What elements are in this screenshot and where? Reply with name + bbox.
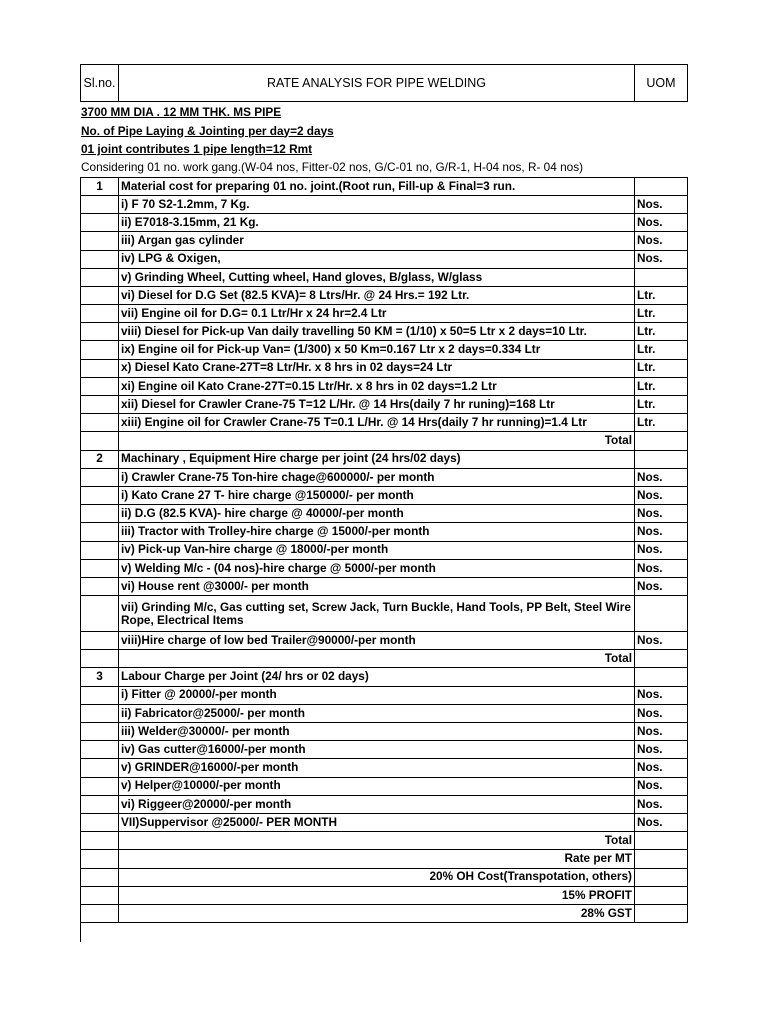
sheet-header xyxy=(80,64,688,102)
table-row xyxy=(81,832,688,850)
table-row xyxy=(81,632,688,650)
table-row xyxy=(81,341,688,359)
item-uom: Nos. xyxy=(635,632,688,650)
table-row xyxy=(81,795,688,813)
item-description: i) F 70 S2-1.2mm, 7 Kg. xyxy=(119,195,635,213)
slno-cell xyxy=(81,432,119,450)
table-row xyxy=(81,777,688,795)
table-row xyxy=(81,486,688,504)
item-uom: Ltr. xyxy=(635,286,688,304)
item-description: VII)Suppervisor @25000/- PER MONTH xyxy=(119,813,635,831)
item-uom: Nos. xyxy=(635,559,688,577)
uom-cell xyxy=(635,450,688,468)
slno-cell xyxy=(81,232,119,250)
slno-cell xyxy=(81,214,119,232)
slno-cell xyxy=(81,341,119,359)
slno-cell xyxy=(81,323,119,341)
item-uom: Ltr. xyxy=(635,377,688,395)
item-description: vii) Grinding M/c, Gas cutting set, Screw Jack, Turn Buckle, Hand Tools, PP Belt, Steel Wire Rope, Electrical Items xyxy=(119,596,635,632)
item-description: xii) Diesel for Crawler Crane-75 T=12 L/Hr. @ 14 Hrs(daily 7 hr runing)=168 Ltr xyxy=(119,396,635,414)
item-description: iii) Welder@30000/- per month xyxy=(119,723,635,741)
item-description: viii) Diesel for Pick-up Van daily travelling 50 KM = (1/10) x 50=5 Ltr x 2 days=10 Ltr. xyxy=(119,323,635,341)
table-row xyxy=(81,723,688,741)
slno-cell xyxy=(81,723,119,741)
slno-cell xyxy=(81,414,119,432)
table-row xyxy=(81,704,688,722)
total-label: Total xyxy=(119,432,635,450)
slno-cell xyxy=(81,396,119,414)
item-uom: Nos. xyxy=(635,795,688,813)
item-description: iii) Tractor with Trolley-hire charge @ 15000/-per month xyxy=(119,523,635,541)
table-row xyxy=(81,450,688,468)
header-uom: UOM xyxy=(646,75,676,90)
item-description: vi) House rent @3000/- per month xyxy=(119,577,635,595)
slno-cell xyxy=(81,468,119,486)
table-row xyxy=(81,268,688,286)
table-row xyxy=(81,904,688,922)
table-row xyxy=(81,759,688,777)
uom-cell xyxy=(635,177,688,195)
slno-cell xyxy=(81,523,119,541)
item-description: x) Diesel Kato Crane-27T=8 Ltr/Hr. x 8 hrs in 02 days=24 Ltr xyxy=(119,359,635,377)
slno-cell xyxy=(81,813,119,831)
item-description: v) Helper@10000/-per month xyxy=(119,777,635,795)
uom-cell xyxy=(635,886,688,904)
slno-cell xyxy=(81,268,119,286)
item-uom: Nos. xyxy=(635,759,688,777)
table-row xyxy=(81,468,688,486)
table-row xyxy=(81,232,688,250)
slno-cell xyxy=(81,850,119,868)
item-uom: Nos. xyxy=(635,232,688,250)
item-uom: Ltr. xyxy=(635,305,688,323)
item-uom: Ltr. xyxy=(635,359,688,377)
item-uom: Nos. xyxy=(635,777,688,795)
table-row xyxy=(81,559,688,577)
table-row xyxy=(81,396,688,414)
slno-cell xyxy=(81,832,119,850)
table-row xyxy=(81,523,688,541)
slno-cell xyxy=(81,250,119,268)
item-uom: Ltr. xyxy=(635,341,688,359)
table-row xyxy=(81,195,688,213)
table-row xyxy=(81,741,688,759)
item-uom: Nos. xyxy=(635,813,688,831)
table-row xyxy=(81,668,688,686)
item-uom: Nos. xyxy=(635,523,688,541)
item-uom: Nos. xyxy=(635,214,688,232)
intro-laying: No. of Pipe Laying & Jointing per day=2 days xyxy=(81,123,334,138)
slno-cell xyxy=(81,795,119,813)
uom-cell xyxy=(635,650,688,668)
table-row xyxy=(81,650,688,668)
intro-joint: 01 joint contributes 1 pipe length=12 Rmt xyxy=(81,141,313,156)
slno-cell xyxy=(81,505,119,523)
slno-cell xyxy=(81,886,119,904)
item-uom: Nos. xyxy=(635,704,688,722)
item-description: v) Grinding Wheel, Cutting wheel, Hand gloves, B/glass, W/glass xyxy=(119,268,635,286)
item-uom: Nos. xyxy=(635,505,688,523)
slno-cell xyxy=(81,741,119,759)
table-row xyxy=(81,505,688,523)
uom-cell xyxy=(635,850,688,868)
uom-cell xyxy=(635,432,688,450)
table-row xyxy=(81,432,688,450)
item-description: xi) Engine oil Kato Crane-27T=0.15 Ltr/Hr. x 8 hrs in 02 days=1.2 Ltr xyxy=(119,377,635,395)
total-label: Total xyxy=(119,832,635,850)
item-description: iv) Gas cutter@16000/-per month xyxy=(119,741,635,759)
table-row xyxy=(81,813,688,831)
item-description: iii) Argan gas cylinder xyxy=(119,232,635,250)
item-description: i) Kato Crane 27 T- hire charge @150000/- per month xyxy=(119,486,635,504)
item-uom: Nos. xyxy=(635,723,688,741)
uom-cell xyxy=(635,904,688,922)
item-uom xyxy=(635,596,688,632)
summary-label: Rate per MT xyxy=(119,850,635,868)
item-uom: Ltr. xyxy=(635,323,688,341)
slno-cell xyxy=(81,777,119,795)
item-uom: Nos. xyxy=(635,468,688,486)
slno-cell xyxy=(81,541,119,559)
rate-analysis-sheet xyxy=(80,64,688,923)
item-description: xiii) Engine oil for Crawler Crane-75 T=0.1 L/Hr. @ 14 Hrs(daily 7 hr running)=1.4 Ltr xyxy=(119,414,635,432)
uom-cell xyxy=(635,668,688,686)
slno-cell xyxy=(81,904,119,922)
section-number: 3 xyxy=(81,668,119,686)
item-description: ii) D.G (82.5 KVA)- hire charge @ 40000/-per month xyxy=(119,505,635,523)
slno-cell xyxy=(81,286,119,304)
item-description: vi) Diesel for D.G Set (82.5 KVA)= 8 Ltrs/Hr. @ 24 Hrs.= 192 Ltr. xyxy=(119,286,635,304)
section-title: Machinary , Equipment Hire charge per joint (24 hrs/02 days) xyxy=(119,450,635,468)
total-label: Total xyxy=(119,650,635,668)
section-title: Labour Charge per Joint (24/ hrs or 02 days) xyxy=(119,668,635,686)
item-description: iv) Pick-up Van-hire charge @ 18000/-per month xyxy=(119,541,635,559)
item-description: iv) LPG & Oxigen, xyxy=(119,250,635,268)
slno-cell xyxy=(81,195,119,213)
item-description: ix) Engine oil for Pick-up Van= (1/300) x 50 Km=0.167 Ltr x 2 days=0.334 Ltr xyxy=(119,341,635,359)
slno-cell xyxy=(81,650,119,668)
intro-gang: Considering 01 no. work gang.(W-04 nos, Fitter-02 nos, G/C-01 no, G/R-1, H-04 nos, R- 04 nos) xyxy=(81,159,584,174)
table-row xyxy=(81,596,688,632)
item-uom: Ltr. xyxy=(635,396,688,414)
slno-cell xyxy=(81,359,119,377)
table-row xyxy=(81,377,688,395)
table-row xyxy=(81,323,688,341)
sheet-left-border-tail xyxy=(80,922,81,942)
item-uom xyxy=(635,268,688,286)
section-number: 1 xyxy=(81,177,119,195)
table-row xyxy=(81,686,688,704)
slno-cell xyxy=(81,686,119,704)
item-uom: Nos. xyxy=(635,486,688,504)
item-description: i) Fitter @ 20000/-per month xyxy=(119,686,635,704)
summary-label: 28% GST xyxy=(119,904,635,922)
item-description: viii)Hire charge of low bed Trailer@90000/-per month xyxy=(119,632,635,650)
slno-cell xyxy=(81,704,119,722)
slno-cell xyxy=(81,559,119,577)
table-row xyxy=(81,359,688,377)
intro-pipe: 3700 MM DIA . 12 MM THK. MS PIPE xyxy=(81,105,282,120)
item-uom: Nos. xyxy=(635,195,688,213)
slno-cell xyxy=(81,577,119,595)
uom-cell xyxy=(635,832,688,850)
item-description: ii) Fabricator@25000/- per month xyxy=(119,704,635,722)
section-number: 2 xyxy=(81,450,119,468)
table-row xyxy=(81,850,688,868)
slno-cell xyxy=(81,305,119,323)
table-row xyxy=(81,250,688,268)
header-title: RATE ANALYSIS FOR PIPE WELDING xyxy=(119,65,635,101)
item-description: ii) E7018-3.15mm, 21 Kg. xyxy=(119,214,635,232)
table-row xyxy=(81,286,688,304)
item-uom: Nos. xyxy=(635,250,688,268)
item-uom: Ltr. xyxy=(635,414,688,432)
slno-cell xyxy=(81,596,119,632)
table-row xyxy=(81,868,688,886)
table-row xyxy=(81,414,688,432)
item-description: vi) Riggeer@20000/-per month xyxy=(119,795,635,813)
item-description: v) GRINDER@16000/-per month xyxy=(119,759,635,777)
table-row xyxy=(81,214,688,232)
table-row xyxy=(81,541,688,559)
slno-cell xyxy=(81,486,119,504)
table-row xyxy=(81,577,688,595)
item-uom: Nos. xyxy=(635,741,688,759)
item-uom: Nos. xyxy=(635,577,688,595)
slno-cell xyxy=(81,868,119,886)
table-row xyxy=(81,305,688,323)
table-row xyxy=(81,177,688,195)
item-uom: Nos. xyxy=(635,541,688,559)
table-row xyxy=(81,886,688,904)
slno-cell xyxy=(81,377,119,395)
summary-label: 20% OH Cost(Transpotation, others) xyxy=(119,868,635,886)
section-title: Material cost for preparing 01 no. joint.(Root run, Fill-up & Final=3 run. xyxy=(119,177,635,195)
item-uom: Nos. xyxy=(635,686,688,704)
slno-cell xyxy=(81,632,119,650)
uom-cell xyxy=(635,868,688,886)
item-description: v) Welding M/c - (04 nos)-hire charge @ 5000/-per month xyxy=(119,559,635,577)
slno-cell xyxy=(81,759,119,777)
summary-label: 15% PROFIT xyxy=(119,886,635,904)
item-description: vii) Engine oil for D.G= 0.1 Ltr/Hr x 24 hr=2.4 Ltr xyxy=(119,305,635,323)
header-slno: Sl.no. xyxy=(81,65,119,101)
rate-table xyxy=(80,177,688,923)
item-description: i) Crawler Crane-75 Ton-hire chage@600000/- per month xyxy=(119,468,635,486)
